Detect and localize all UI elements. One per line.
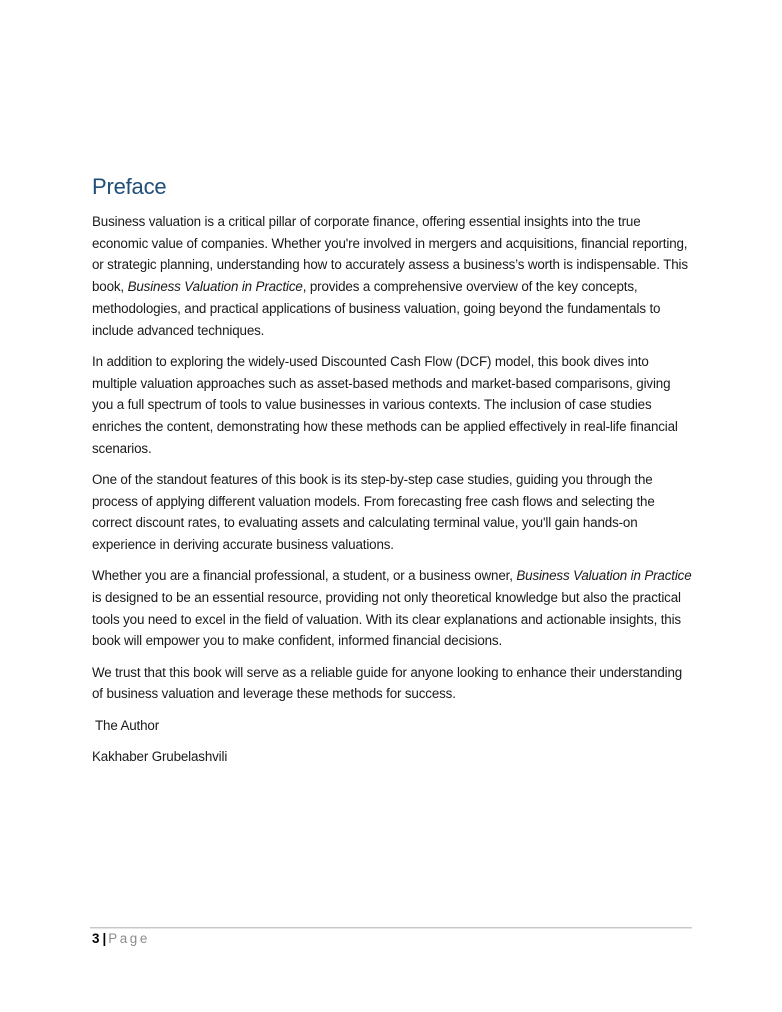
book-title-italic: Business Valuation in Practice	[516, 568, 692, 584]
paragraph-intro-text-before: Business valuation is a critical pillar of corporate finance, offering essential insights into the true economic value of companies. Whether you're involved in mergers and acquisitions, financial reporting, or strategic planning, understanding how to accurately assess a business’s worth is indispensable. This book,	[92, 214, 688, 295]
signature-name: Kakhaber Grubelashvili	[92, 749, 228, 765]
page-content	[92, 172, 692, 778]
signature-role: The Author	[95, 717, 160, 733]
footer-separator: |	[102, 931, 107, 946]
paragraph-case-studies: One of the standout features of this book is its step-by-step case studies, guiding you through the process of applying different valuation models. From forecasting free cash flows and selecting the correct discount rates, to evaluating assets and calculating terminal value, you'll gain hands-on experience in deriving accurate business valuations.	[92, 471, 655, 553]
footer-divider	[90, 927, 692, 929]
paragraph-approaches: In addition to exploring the widely-used Discounted Cash Flow (DCF) model, this book dives into multiple valuation approaches such as asset-based methods and market-based comparisons, giving you a full spectrum of tools to value businesses in various contexts. The inclusion of case studies enriches the content, demonstrating how these methods can be applied effectively in real-life financial scenarios.	[92, 353, 678, 456]
page-title: Preface	[92, 174, 167, 199]
paragraph-closing: We trust that this book will serve as a reliable guide for anyone looking to enhance their understanding of business valuation and leverage these methods for success.	[92, 664, 683, 702]
paragraph-audience-text-after: is designed to be an essential resource, providing not only theoretical knowledge but also the practical tools you need to excel in the field of valuation. With its clear explanations and actionable insights, this book will empower you to make confident, informed financial decisions.	[92, 590, 681, 649]
book-title-italic: Business Valuation in Practice	[127, 279, 303, 295]
paragraph-audience-text-before: Whether you are a financial professional, a student, or a business owner,	[92, 568, 517, 584]
page-footer	[92, 930, 150, 948]
paragraph-intro-text-after: , provides a comprehensive overview of the key concepts, methodologies, and practical applications of business valuation, going beyond the fundamentals to include advanced techniques.	[92, 279, 661, 338]
paragraph-audience	[92, 565, 692, 652]
page-number: 3	[92, 931, 100, 946]
page-label: Page	[108, 931, 150, 946]
paragraph-intro	[92, 211, 692, 341]
